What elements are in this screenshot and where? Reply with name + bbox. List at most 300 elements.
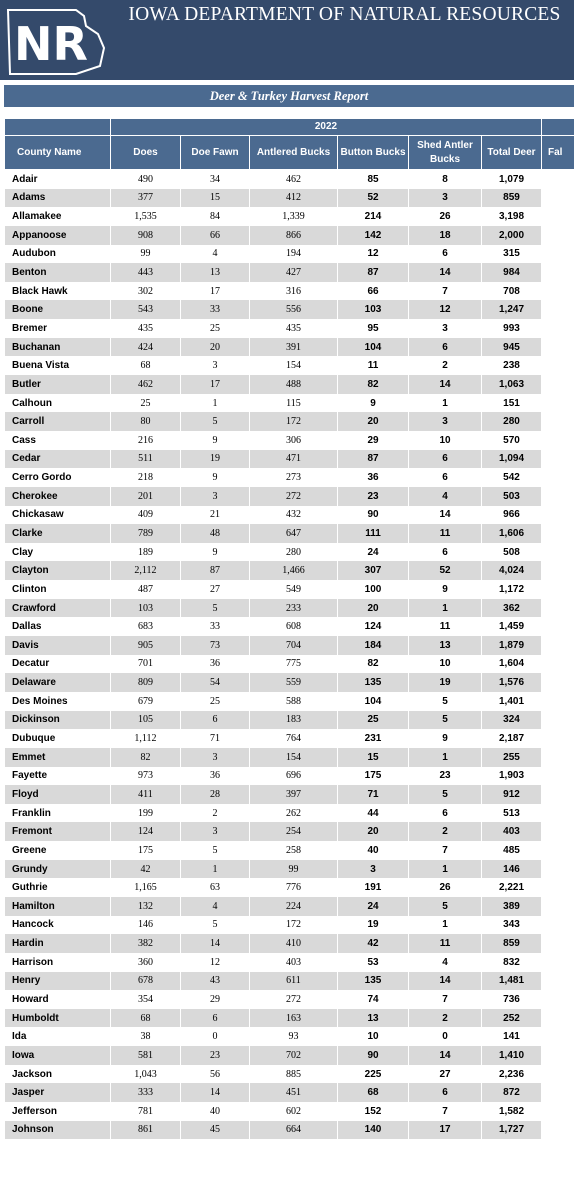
county-cell: Black Hawk xyxy=(5,282,111,301)
fal-cell xyxy=(542,282,574,301)
county-cell: Clay xyxy=(5,543,111,562)
fal-cell xyxy=(542,1083,574,1102)
table-row xyxy=(5,1121,574,1140)
table-row xyxy=(5,226,574,245)
table-row xyxy=(5,412,574,431)
county-cell: Calhoun xyxy=(5,394,111,413)
table-row xyxy=(5,636,574,655)
fal-cell xyxy=(542,655,574,674)
total-deer-cell: 485 xyxy=(482,841,542,860)
fal-cell xyxy=(542,300,574,319)
total-deer-cell: 736 xyxy=(482,990,542,1009)
does-cell: 462 xyxy=(111,375,181,394)
shed-antler-bucks-cell: 8 xyxy=(409,170,482,189)
table-row xyxy=(5,524,574,543)
county-cell: Ida xyxy=(5,1027,111,1046)
doe-fawn-cell: 3 xyxy=(181,748,250,767)
county-cell: Adams xyxy=(5,189,111,208)
does-cell: 382 xyxy=(111,934,181,953)
antlered-bucks-cell: 704 xyxy=(250,636,338,655)
button-bucks-cell: 20 xyxy=(338,412,409,431)
fal-cell xyxy=(542,617,574,636)
fal-cell xyxy=(542,412,574,431)
table-row xyxy=(5,1009,574,1028)
fal-cell xyxy=(542,1046,574,1065)
table-row xyxy=(5,673,574,692)
fal-cell xyxy=(542,356,574,375)
fal-header[interactable]: Fal xyxy=(542,136,574,170)
fal-cell xyxy=(542,673,574,692)
button-bucks-cell: 10 xyxy=(338,1027,409,1046)
button-bucks-cell: 3 xyxy=(338,860,409,879)
county-cell: Hancock xyxy=(5,916,111,935)
logo-text: NR xyxy=(14,17,88,71)
antlered-bucks-cell: 258 xyxy=(250,841,338,860)
doe-fawn-cell: 66 xyxy=(181,226,250,245)
county-cell: Chickasaw xyxy=(5,506,111,525)
total-deer-cell: 2,221 xyxy=(482,878,542,897)
shed-antler-bucks-cell: 23 xyxy=(409,767,482,786)
button-bucks-cell: 85 xyxy=(338,170,409,189)
total-deer-cell: 280 xyxy=(482,412,542,431)
fal-cell xyxy=(542,636,574,655)
doe-fawn-cell: 13 xyxy=(181,263,250,282)
total-deer-cell: 141 xyxy=(482,1027,542,1046)
total-deer-cell: 1,063 xyxy=(482,375,542,394)
antlered-bucks-header[interactable]: Antlered Bucks xyxy=(250,136,338,170)
antlered-bucks-cell: 647 xyxy=(250,524,338,543)
county-cell: Clinton xyxy=(5,580,111,599)
county-cell: Cerro Gordo xyxy=(5,468,111,487)
fal-cell xyxy=(542,1027,574,1046)
table-row xyxy=(5,487,574,506)
table-row xyxy=(5,189,574,208)
shed-antler-bucks-cell: 1 xyxy=(409,394,482,413)
county-cell: Benton xyxy=(5,263,111,282)
does-cell: 38 xyxy=(111,1027,181,1046)
table-row xyxy=(5,729,574,748)
county-cell: Johnson xyxy=(5,1121,111,1140)
shed-antler-bucks-cell: 14 xyxy=(409,1046,482,1065)
table-row xyxy=(5,692,574,711)
total-deer-cell: 151 xyxy=(482,394,542,413)
county-cell: Greene xyxy=(5,841,111,860)
fal-cell xyxy=(542,748,574,767)
doe-fawn-cell: 23 xyxy=(181,1046,250,1065)
doe-fawn-cell: 27 xyxy=(181,580,250,599)
shed-antler-bucks-cell: 1 xyxy=(409,599,482,618)
shed-antler-bucks-cell: 14 xyxy=(409,506,482,525)
button-bucks-cell: 95 xyxy=(338,319,409,338)
shed-antler-bucks-cell: 26 xyxy=(409,878,482,897)
shed-antler-bucks-cell: 19 xyxy=(409,673,482,692)
doe-fawn-cell: 4 xyxy=(181,245,250,264)
button-bucks-cell: 66 xyxy=(338,282,409,301)
table-row xyxy=(5,1065,574,1084)
does-cell: 678 xyxy=(111,972,181,991)
does-cell: 2,112 xyxy=(111,561,181,580)
antlered-bucks-cell: 272 xyxy=(250,487,338,506)
total-deer-cell: 513 xyxy=(482,804,542,823)
fal-cell xyxy=(542,338,574,357)
button-bucks-cell: 40 xyxy=(338,841,409,860)
does-cell: 68 xyxy=(111,1009,181,1028)
shed-antler-bucks-cell: 3 xyxy=(409,319,482,338)
county-cell: Delaware xyxy=(5,673,111,692)
does-cell: 201 xyxy=(111,487,181,506)
harvest-table-container[interactable] xyxy=(4,118,574,1200)
antlered-bucks-cell: 306 xyxy=(250,431,338,450)
header-banner xyxy=(0,0,574,80)
doe-fawn-cell: 84 xyxy=(181,207,250,226)
antlered-bucks-cell: 432 xyxy=(250,506,338,525)
doe-fawn-cell: 43 xyxy=(181,972,250,991)
does-cell: 679 xyxy=(111,692,181,711)
table-row xyxy=(5,953,574,972)
does-cell: 908 xyxy=(111,226,181,245)
shed-antler-bucks-cell: 11 xyxy=(409,934,482,953)
fal-cell xyxy=(542,822,574,841)
does-cell: 809 xyxy=(111,673,181,692)
total-deer-cell: 1,606 xyxy=(482,524,542,543)
total-deer-cell: 1,079 xyxy=(482,170,542,189)
total-deer-cell: 1,879 xyxy=(482,636,542,655)
doe-fawn-cell: 33 xyxy=(181,300,250,319)
total-deer-cell: 2,236 xyxy=(482,1065,542,1084)
table-row xyxy=(5,506,574,525)
button-bucks-cell: 9 xyxy=(338,394,409,413)
county-cell: Cedar xyxy=(5,450,111,469)
antlered-bucks-cell: 471 xyxy=(250,450,338,469)
button-bucks-cell: 12 xyxy=(338,245,409,264)
doe-fawn-cell: 73 xyxy=(181,636,250,655)
total-deer-cell: 945 xyxy=(482,338,542,357)
doe-fawn-cell: 17 xyxy=(181,282,250,301)
does-cell: 511 xyxy=(111,450,181,469)
doe-fawn-cell: 63 xyxy=(181,878,250,897)
doe-fawn-cell: 20 xyxy=(181,338,250,357)
doe-fawn-cell: 29 xyxy=(181,990,250,1009)
antlered-bucks-cell: 588 xyxy=(250,692,338,711)
table-row xyxy=(5,916,574,935)
does-cell: 1,112 xyxy=(111,729,181,748)
table-row xyxy=(5,1102,574,1121)
county-cell: Clayton xyxy=(5,561,111,580)
antlered-bucks-cell: 410 xyxy=(250,934,338,953)
shed-antler-bucks-cell: 4 xyxy=(409,953,482,972)
button-bucks-cell: 140 xyxy=(338,1121,409,1140)
doe-fawn-cell: 1 xyxy=(181,394,250,413)
county-cell: Dickinson xyxy=(5,711,111,730)
fal-cell xyxy=(542,319,574,338)
shed-antler-bucks-cell: 7 xyxy=(409,990,482,1009)
doe-fawn-header[interactable]: Doe Fawn xyxy=(181,136,250,170)
total-deer-cell: 993 xyxy=(482,319,542,338)
shed-antler-bucks-cell: 1 xyxy=(409,916,482,935)
table-row xyxy=(5,748,574,767)
table-row xyxy=(5,263,574,282)
antlered-bucks-cell: 412 xyxy=(250,189,338,208)
button-bucks-cell: 87 xyxy=(338,263,409,282)
total-deer-header[interactable]: Total Deer xyxy=(482,136,542,170)
antlered-bucks-cell: 183 xyxy=(250,711,338,730)
shed-antler-bucks-cell: 2 xyxy=(409,822,482,841)
does-header[interactable]: Does xyxy=(111,136,181,170)
shed-antler-bucks-cell: 4 xyxy=(409,487,482,506)
antlered-bucks-cell: 764 xyxy=(250,729,338,748)
table-row xyxy=(5,338,574,357)
org-title: IOWA DEPARTMENT OF NATURAL RESOURCES xyxy=(128,4,561,25)
total-deer-cell: 966 xyxy=(482,506,542,525)
fal-cell xyxy=(542,524,574,543)
button-bucks-cell: 52 xyxy=(338,189,409,208)
doe-fawn-cell: 3 xyxy=(181,822,250,841)
fal-cell xyxy=(542,394,574,413)
county-cell: Jackson xyxy=(5,1065,111,1084)
does-cell: 435 xyxy=(111,319,181,338)
antlered-bucks-cell: 1,466 xyxy=(250,561,338,580)
table-row xyxy=(5,282,574,301)
fal-cell xyxy=(542,1121,574,1140)
shed-antler-bucks-cell: 2 xyxy=(409,356,482,375)
antlered-bucks-cell: 559 xyxy=(250,673,338,692)
table-row xyxy=(5,170,574,189)
does-cell: 1,165 xyxy=(111,878,181,897)
fal-cell xyxy=(542,207,574,226)
antlered-bucks-cell: 154 xyxy=(250,748,338,767)
shed-antler-bucks-cell: 5 xyxy=(409,711,482,730)
county-cell: Buena Vista xyxy=(5,356,111,375)
shed-antler-bucks-cell: 10 xyxy=(409,655,482,674)
doe-fawn-cell: 0 xyxy=(181,1027,250,1046)
button-bucks-cell: 44 xyxy=(338,804,409,823)
fal-cell xyxy=(542,692,574,711)
county-cell: Boone xyxy=(5,300,111,319)
total-deer-cell: 403 xyxy=(482,822,542,841)
antlered-bucks-cell: 272 xyxy=(250,990,338,1009)
total-deer-cell: 859 xyxy=(482,189,542,208)
table-row xyxy=(5,878,574,897)
does-cell: 218 xyxy=(111,468,181,487)
fal-cell xyxy=(542,189,574,208)
button-bucks-cell: 90 xyxy=(338,506,409,525)
button-bucks-cell: 191 xyxy=(338,878,409,897)
antlered-bucks-cell: 556 xyxy=(250,300,338,319)
shed-antler-bucks-cell: 7 xyxy=(409,841,482,860)
fal-cell xyxy=(542,506,574,525)
fal-cell xyxy=(542,841,574,860)
antlered-bucks-cell: 224 xyxy=(250,897,338,916)
does-cell: 424 xyxy=(111,338,181,357)
doe-fawn-cell: 25 xyxy=(181,319,250,338)
total-deer-cell: 1,172 xyxy=(482,580,542,599)
doe-fawn-cell: 5 xyxy=(181,412,250,431)
total-deer-cell: 2,187 xyxy=(482,729,542,748)
shed-antler-bucks-cell: 6 xyxy=(409,338,482,357)
does-cell: 68 xyxy=(111,356,181,375)
total-deer-cell: 343 xyxy=(482,916,542,935)
fal-cell xyxy=(542,431,574,450)
button-bucks-cell: 53 xyxy=(338,953,409,972)
fal-cell xyxy=(542,487,574,506)
total-deer-cell: 315 xyxy=(482,245,542,264)
does-cell: 333 xyxy=(111,1083,181,1102)
table-row xyxy=(5,1046,574,1065)
shed-antler-bucks-header[interactable]: Shed Antler Bucks xyxy=(409,136,482,170)
does-cell: 861 xyxy=(111,1121,181,1140)
table-row xyxy=(5,468,574,487)
does-cell: 905 xyxy=(111,636,181,655)
table-row xyxy=(5,1027,574,1046)
does-cell: 354 xyxy=(111,990,181,1009)
button-bucks-cell: 24 xyxy=(338,897,409,916)
button-bucks-cell: 36 xyxy=(338,468,409,487)
does-cell: 1,535 xyxy=(111,207,181,226)
total-deer-cell: 252 xyxy=(482,1009,542,1028)
shed-antler-bucks-cell: 7 xyxy=(409,1102,482,1121)
county-cell: Davis xyxy=(5,636,111,655)
button-bucks-cell: 15 xyxy=(338,748,409,767)
county-cell: Hamilton xyxy=(5,897,111,916)
doe-fawn-cell: 36 xyxy=(181,767,250,786)
county-name-header[interactable]: County Name xyxy=(5,136,111,170)
does-cell: 411 xyxy=(111,785,181,804)
county-cell: Emmet xyxy=(5,748,111,767)
antlered-bucks-cell: 602 xyxy=(250,1102,338,1121)
antlered-bucks-cell: 316 xyxy=(250,282,338,301)
shed-antler-bucks-cell: 7 xyxy=(409,282,482,301)
antlered-bucks-cell: 154 xyxy=(250,356,338,375)
total-deer-cell: 1,903 xyxy=(482,767,542,786)
does-cell: 543 xyxy=(111,300,181,319)
doe-fawn-cell: 40 xyxy=(181,1102,250,1121)
antlered-bucks-cell: 664 xyxy=(250,1121,338,1140)
table-row xyxy=(5,804,574,823)
antlered-bucks-cell: 885 xyxy=(250,1065,338,1084)
total-deer-cell: 708 xyxy=(482,282,542,301)
antlered-bucks-cell: 488 xyxy=(250,375,338,394)
fal-cell xyxy=(542,263,574,282)
does-cell: 302 xyxy=(111,282,181,301)
table-row xyxy=(5,245,574,264)
antlered-bucks-cell: 702 xyxy=(250,1046,338,1065)
antlered-bucks-cell: 462 xyxy=(250,170,338,189)
does-cell: 175 xyxy=(111,841,181,860)
fal-cell xyxy=(542,934,574,953)
does-cell: 132 xyxy=(111,897,181,916)
doe-fawn-cell: 17 xyxy=(181,375,250,394)
doe-fawn-cell: 71 xyxy=(181,729,250,748)
does-cell: 781 xyxy=(111,1102,181,1121)
total-deer-cell: 255 xyxy=(482,748,542,767)
county-cell: Grundy xyxy=(5,860,111,879)
total-deer-cell: 984 xyxy=(482,263,542,282)
total-deer-cell: 570 xyxy=(482,431,542,450)
shed-antler-bucks-cell: 9 xyxy=(409,729,482,748)
fal-cell xyxy=(542,375,574,394)
table-row xyxy=(5,431,574,450)
county-cell: Bremer xyxy=(5,319,111,338)
total-deer-cell: 2,000 xyxy=(482,226,542,245)
shed-antler-bucks-cell: 14 xyxy=(409,375,482,394)
total-deer-cell: 389 xyxy=(482,897,542,916)
doe-fawn-cell: 5 xyxy=(181,841,250,860)
does-cell: 581 xyxy=(111,1046,181,1065)
fal-cell xyxy=(542,580,574,599)
antlered-bucks-cell: 163 xyxy=(250,1009,338,1028)
antlered-bucks-cell: 435 xyxy=(250,319,338,338)
total-deer-cell: 1,604 xyxy=(482,655,542,674)
doe-fawn-cell: 5 xyxy=(181,916,250,935)
button-bucks-cell: 142 xyxy=(338,226,409,245)
table-row xyxy=(5,300,574,319)
fal-cell xyxy=(542,170,574,189)
button-bucks-cell: 71 xyxy=(338,785,409,804)
total-deer-cell: 1,247 xyxy=(482,300,542,319)
county-cell: Cherokee xyxy=(5,487,111,506)
shed-antler-bucks-cell: 11 xyxy=(409,524,482,543)
total-deer-cell: 912 xyxy=(482,785,542,804)
county-cell: Floyd xyxy=(5,785,111,804)
total-deer-cell: 542 xyxy=(482,468,542,487)
button-bucks-cell: 29 xyxy=(338,431,409,450)
fal-cell xyxy=(542,953,574,972)
button-bucks-header[interactable]: Button Bucks xyxy=(338,136,409,170)
county-cell: Hardin xyxy=(5,934,111,953)
table-row xyxy=(5,561,574,580)
county-cell: Fremont xyxy=(5,822,111,841)
table-row xyxy=(5,934,574,953)
antlered-bucks-cell: 273 xyxy=(250,468,338,487)
button-bucks-cell: 104 xyxy=(338,692,409,711)
doe-fawn-cell: 25 xyxy=(181,692,250,711)
button-bucks-cell: 100 xyxy=(338,580,409,599)
county-cell: Fayette xyxy=(5,767,111,786)
fal-cell xyxy=(542,860,574,879)
doe-fawn-cell: 12 xyxy=(181,953,250,972)
does-cell: 42 xyxy=(111,860,181,879)
fal-cell xyxy=(542,543,574,562)
does-cell: 701 xyxy=(111,655,181,674)
county-cell: Crawford xyxy=(5,599,111,618)
table-row xyxy=(5,655,574,674)
does-cell: 973 xyxy=(111,767,181,786)
shed-antler-bucks-cell: 2 xyxy=(409,1009,482,1028)
fal-cell xyxy=(542,450,574,469)
doe-fawn-cell: 9 xyxy=(181,468,250,487)
shed-antler-bucks-cell: 6 xyxy=(409,804,482,823)
shed-antler-bucks-cell: 3 xyxy=(409,189,482,208)
shed-antler-bucks-cell: 26 xyxy=(409,207,482,226)
button-bucks-cell: 184 xyxy=(338,636,409,655)
shed-antler-bucks-cell: 5 xyxy=(409,897,482,916)
fal-cell xyxy=(542,972,574,991)
shed-antler-bucks-cell: 18 xyxy=(409,226,482,245)
antlered-bucks-cell: 775 xyxy=(250,655,338,674)
fal-cell xyxy=(542,226,574,245)
does-cell: 105 xyxy=(111,711,181,730)
doe-fawn-cell: 5 xyxy=(181,599,250,618)
fal-cell xyxy=(542,729,574,748)
shed-antler-bucks-cell: 3 xyxy=(409,412,482,431)
county-cell: Dallas xyxy=(5,617,111,636)
table-row xyxy=(5,785,574,804)
doe-fawn-cell: 15 xyxy=(181,189,250,208)
does-cell: 377 xyxy=(111,189,181,208)
does-cell: 216 xyxy=(111,431,181,450)
antlered-bucks-cell: 696 xyxy=(250,767,338,786)
does-cell: 443 xyxy=(111,263,181,282)
